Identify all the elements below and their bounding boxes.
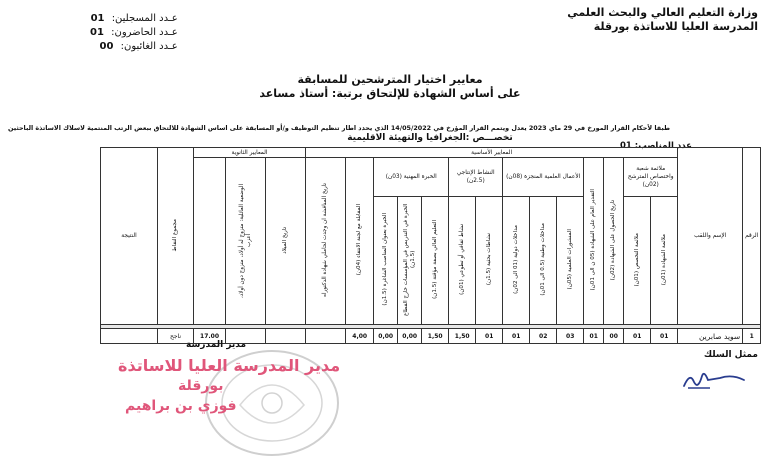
pedagogical-group-header: النشاط الإنتاجي (2.5ن) [449, 158, 503, 197]
row-result: ناجح [158, 329, 194, 344]
posts-count: عدد المناصب: 01 [620, 141, 692, 151]
degree-grade-header: تاريخ الحصول على الشهادة (02ن) [604, 158, 624, 325]
row-projects: 01 [476, 329, 503, 344]
director-label: مدير المدرسة [186, 340, 247, 350]
signature-icon [680, 362, 750, 392]
absent-count: عـدد الغائبون: 00 [99, 41, 178, 52]
row-exp-higher: 1,50 [422, 329, 449, 344]
registered-count: عـدد المسجلين: 01 [90, 13, 178, 24]
interview-header: المقابلة مع لجنة الانتقاء (04ن) [346, 158, 374, 325]
row-national: 02 [530, 329, 557, 344]
specialty-fit-header: ملائمة التخصص (01ن) [624, 197, 651, 325]
exp-other-header: الخبرة في التدريس في المؤسسات خارج القطاع (1.5ن) [398, 197, 422, 325]
document-title: معايير اختيار المترشحين للمسابقة [297, 73, 483, 86]
works-group-header: الأعمال العلمية المنجزة (08ن) [503, 158, 584, 197]
row-publications: 03 [557, 329, 584, 344]
publications-header: المنشورات العلمية (05ن) [557, 197, 584, 325]
stamp-line-2: بورقلة [178, 378, 224, 394]
school-name: المدرسة العليا للاساتذة بورقلة [593, 20, 758, 33]
row-international: 01 [503, 329, 530, 344]
row-degree-grade: 00 [604, 329, 624, 344]
row-general-grade: 01 [584, 329, 604, 344]
degree-fit-header: ملائمة الشهادة (01ن) [651, 197, 678, 325]
ministry-name: وزارة التعليم العالي والبحث العلمي [567, 6, 758, 19]
document-subtitle: على أساس الشهادة للإلتحاق برتبة: أستاذ مساعد [259, 87, 521, 100]
attendance-counts [90, 12, 178, 54]
row-total: 17.00 [194, 329, 226, 344]
cultural-activity-header: نشاط ثقافي أو تطوعي (01ن) [449, 197, 476, 325]
result-header: النتيجة [101, 148, 158, 325]
row-remarks [101, 329, 158, 344]
main-criteria-header: المعايير الأساسية [306, 148, 678, 158]
institution-header [567, 6, 758, 34]
row-thesis [306, 329, 346, 344]
row-birth [266, 329, 306, 344]
row-exp-other: 0,00 [398, 329, 422, 344]
criteria-table [100, 147, 761, 344]
international-interventions-header: مداخلات دولية (01 الى 02ن) [503, 197, 530, 325]
row-interview: 4,00 [346, 329, 374, 344]
specialty: تخصـــص :الجغرافيا والتهيئة الاقليمية [347, 133, 513, 143]
row-specialty-fit: 01 [624, 329, 651, 344]
row-name: سويد صابرين [678, 329, 743, 344]
national-interventions-header: مداخلات وطنية (0.5 الى 01ن) [530, 197, 557, 325]
exp-admin-header: الخبرة بعنوان المناصب الشاغرة (1.5ن) [374, 197, 398, 325]
suitability-group-header: ملائمة شعبة واختصاص المترشح (02ن) [624, 158, 678, 197]
row-degree-fit: 01 [651, 329, 678, 344]
present-count: عـدد الحاضرون: 01 [90, 27, 178, 38]
secondary-criteria-header: المعايير الثانوية [194, 148, 306, 158]
exp-higher-header: التعليم العالي بصفة مؤقتة (1.5ن) [422, 197, 449, 325]
experience-group-header: الخبرة المهنية (03ن) [374, 158, 449, 197]
total-header: مجموع النقاط [158, 148, 194, 325]
row-cultural-activity: 1,50 [449, 329, 476, 344]
general-grade-header: التقدير العام على الشهادة (05 ن الى 01ن) [584, 158, 604, 325]
stamp-line-3: فوزي بن براهيم [125, 398, 237, 414]
row-rank: 1 [743, 329, 761, 344]
stamp-line-1: مدير المدرسة العليا للاساتذة [118, 356, 341, 375]
rank-header: الرقم [743, 148, 761, 325]
family-status-header: الوضعية العائلية: متزوج له أولاد، متزوج دون أولاد، أعزب [226, 158, 266, 325]
thesis-date-header: تاريخ المناقشة ان وجدت لحاملي شهادة الدكتوراه [306, 158, 346, 325]
representative-label: ممثل السلك [703, 350, 758, 360]
legal-preamble: طبقا لأحكام القرار المورخ في 29 ماي 2023 يعدل ويتمم القرار المؤرخ في 14/05/2022 الذي يحدد اطار تنظيم التوظيف و/أو المسابقة على اساس الشهادة للالتحاق ببعض الرتب المنتمية لاسلاك الاساتذة الباحثين [7, 124, 670, 132]
research-activity-header: نشاطات بحثية (1.5ن) [476, 197, 503, 325]
name-header: الإسم واللقب [678, 148, 743, 325]
row-exp-admin: 0,00 [374, 329, 398, 344]
birth-date-header: تاريخ الميلاد [266, 158, 306, 325]
